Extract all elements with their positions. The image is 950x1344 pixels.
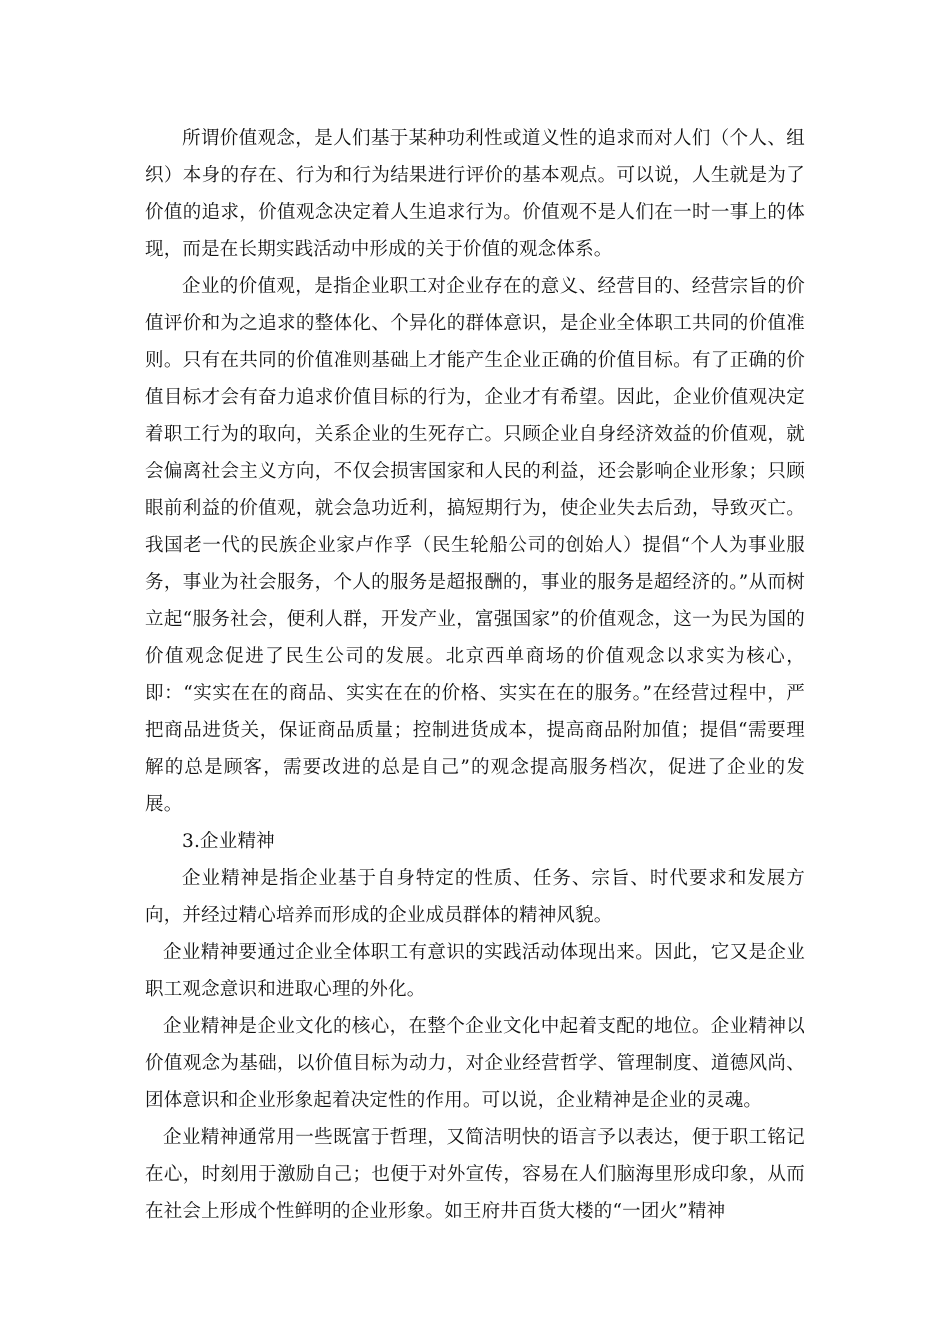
paragraph-spirit-definition: 企业精神是指企业基于自身特定的性质、任务、宗旨、时代要求和发展方向，并经过精心培养而形成的企业成员群体的精神风貌。 — [145, 868, 805, 926]
paragraph-value-concept: 所谓价值观念，是人们基于某种功利性或道义性的追求而对人们（个人、组织）本身的存在、行为和行为结果进行评价的基本观点。可以说，人生就是为了价值的追求，价值观念决定着人生追求行为。价值观不是人们在一时一事上的体现，而是在长期实践活动中形成的关于价值的观念体系。 — [145, 128, 805, 260]
paragraph-spirit-expression: 企业精神通常用一些既富于哲理，又简洁明快的语言予以表达，便于职工铭记在心，时刻用于激励自己；也便于对外宣传，容易在人们脑海里形成印象，从而在社会上形成个性鲜明的企业形象。如王府井百货大楼的“一团火”精神 — [145, 1127, 805, 1222]
paragraph-spirit-practice: 企业精神要通过企业全体职工有意识的实践活动体现出来。因此，它又是企业职工观念意识和进取心理的外化。 — [145, 942, 805, 1000]
document-page — [145, 120, 805, 1230]
section-heading-enterprise-spirit: 3.企业精神 — [182, 831, 275, 852]
paragraph-enterprise-values: 企业的价值观，是指企业职工对企业存在的意义、经营目的、经营宗旨的价值评价和为之追求的整体化、个异化的群体意识，是企业全体职工共同的价值准则。只有在共同的价值准则基础上才能产生企业正确的价值目标。有了正确的价值目标才会有奋力追求价值目标的行为，企业才有希望。因此，企业价值观决定着职工行为的取向，关系企业的生死存亡。只顾企业自身经济效益的价值观，就会偏离社会主义方向，不仅会损害国家和人民的利益，还会影响企业形象；只顾眼前利益的价值观，就会急功近利，搞短期行为，使企业失去后劲，导致灭亡。我国老一代的民族企业家卢作孚（民生轮船公司的创始人）提倡“个人为事业服务，事业为社会服务，个人的服务是超报酬的，事业的服务是超经济的。”从而树立起“服务社会，便利人群，开发产业，富强国家”的价值观念，这一为民为国的价值观念促进了民生公司的发展。北京西单商场的价值观念以求实为核心，即：“实实在在的商品、实实在在的价格、实实在在的服务。”在经营过程中，严把商品进货关，保证商品质量；控制进货成本，提高商品附加值；提倡“需要理解的总是顾客，需要改进的总是自己”的观念提高服务档次，促进了企业的发展。 — [145, 276, 805, 815]
paragraph-spirit-core: 企业精神是企业文化的核心，在整个企业文化中起着支配的地位。企业精神以价值观念为基础，以价值目标为动力，对企业经营哲学、管理制度、道德风尚、团体意识和企业形象起着决定性的作用。可以说，企业精神是企业的灵魂。 — [145, 1016, 805, 1111]
